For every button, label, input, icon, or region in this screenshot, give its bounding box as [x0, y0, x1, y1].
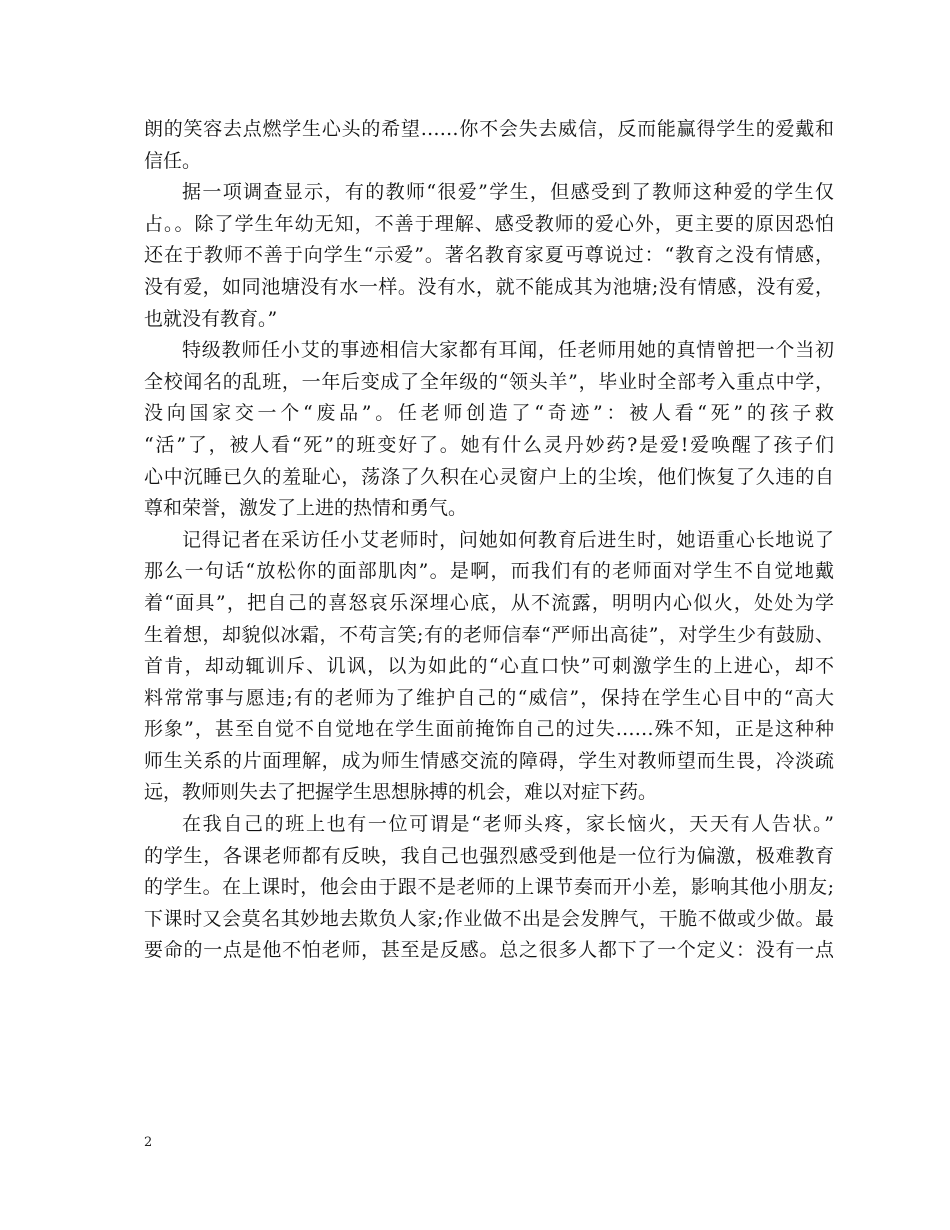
text-line: 占。。除了学生年幼无知，不善于理解、感受教师的爱心外，更主要的原因恐怕 [144, 212, 834, 235]
text-line: 没向国家交一个“废品”。任老师创造了“奇迹”：被人看“死”的孩子救 [144, 402, 834, 425]
text-line: 师生关系的片面理解，成为师生情感交流的障碍，学生对教师望而生畏，冷淡疏 [144, 749, 834, 772]
text-line: 生着想，却貌似冰霜，不苟言笑;有的老师信奉“严师出高徒”，对学生少有鼓励、 [144, 623, 834, 646]
text-line: 尊和荣誉，激发了上进的热情和勇气。 [144, 497, 468, 520]
text-line: 料常常事与愿违;有的老师为了维护自己的“威信”，保持在学生心目中的“高大 [144, 686, 834, 709]
text-line: “活”了，被人看“死”的班变好了。她有什么灵丹妙药?是爱!爱唤醒了孩子们 [144, 433, 834, 456]
page-number: 2 [144, 1135, 153, 1150]
text-line: 首肯，却动辄训斥、讥讽，以为如此的“心直口快”可刺激学生的上进心，却不 [144, 655, 834, 678]
text-line: 的学生，各课老师都有反映，我自己也强烈感受到他是一位行为偏激，极难教育 [144, 844, 834, 867]
text-line: 着“面具”，把自己的喜怒哀乐深埋心底，从不流露，明明内心似火，处处为学 [144, 591, 834, 614]
text-line: 要命的一点是他不怕老师，甚至是反感。总之很多人都下了一个定义：没有一点 [144, 939, 834, 962]
text-line: 信任。 [144, 149, 202, 172]
text-line: 据一项调查显示，有的教师“很爱”学生，但感受到了教师这种爱的学生仅 [182, 181, 834, 204]
text-line: 全校闻名的乱班，一年后变成了全年级的“领头羊”，毕业时全部考入重点中学， [144, 370, 834, 393]
text-line: 远，教师则失去了把握学生思想脉搏的机会，难以对症下药。 [144, 781, 658, 804]
text-line: 没有爱，如同池塘没有水一样。没有水，就不能成其为池塘;没有情感，没有爱， [144, 275, 834, 298]
text-line: 记得记者在采访任小艾老师时，问她如何教育后进生时，她语重心长地说了 [182, 528, 834, 551]
document-body [144, 114, 834, 967]
text-line: 形象”，甚至自觉不自觉地在学生面前掩饰自己的过失……殊不知，正是这种种 [144, 718, 834, 741]
text-line: 还在于教师不善于向学生“示爱”。著名教育家夏丏尊说过：“教育之没有情感， [144, 244, 834, 267]
text-line: 也就没有教育。” [144, 307, 278, 330]
text-line: 朗的笑容去点燃学生心头的希望……你不会失去威信，反而能赢得学生的爱戴和 [144, 118, 834, 140]
text-line: 的学生。在上课时，他会由于跟不是老师的上课节奏而开小差，影响其他小朋友; [144, 876, 834, 899]
text-line: 心中沉睡已久的羞耻心，荡涤了久积在心灵窗户上的尘埃，他们恢复了久违的自 [144, 465, 834, 488]
text-line: 那么一句话“放松你的面部肌肉”。是啊，而我们有的老师面对学生不自觉地戴 [144, 560, 834, 583]
text-line: 在我自己的班上也有一位可谓是“老师头疼，家长恼火，天天有人告状。” [182, 813, 834, 836]
text-line: 下课时又会莫名其妙地去欺负人家;作业做不出是会发脾气，干脆不做或少做。最 [144, 907, 834, 930]
text-line: 特级教师任小艾的事迹相信大家都有耳闻，任老师用她的真情曾把一个当初 [182, 339, 834, 362]
